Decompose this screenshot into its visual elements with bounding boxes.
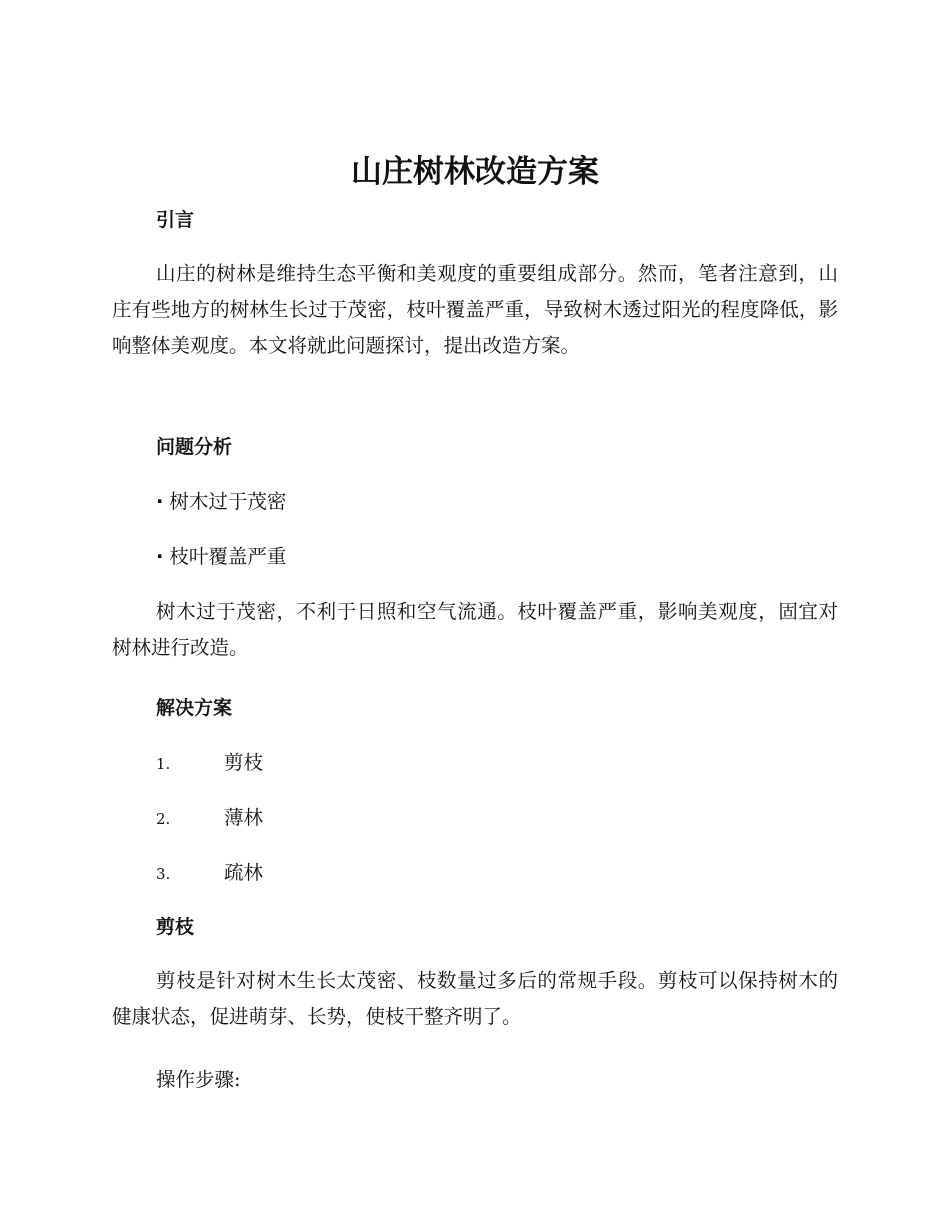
list-label: 剪枝	[224, 751, 264, 774]
problem-paragraph: 树木过于茂密，不利于日照和空气流通。枝叶覆盖严重，影响美观度，固宜对树林进行改造。	[112, 600, 838, 659]
solution-list-item	[156, 804, 263, 833]
bullet-text: 树木过于茂密	[169, 490, 287, 513]
problem-heading: 问题分析	[156, 436, 233, 458]
list-label: 疏林	[224, 861, 264, 884]
intro-heading: 引言	[156, 209, 195, 231]
intro-paragraph: 山庄的树林是维持生态平衡和美观度的重要组成部分。然而，笔者注意到，山庄有些地方的树林生长过于茂密，枝叶覆盖严重，导致树木透过阳光的程度降低，影响整体美观度。本文将就此问题探讨，提出改造方案。	[112, 262, 838, 357]
pruning-heading: 剪枝	[156, 916, 195, 938]
pruning-paragraph: 剪枝是针对树木生长太茂密、枝数量过多后的常规手段。剪枝可以保持树木的健康状态，促进萌芽、长势，使枝干整齐明了。	[112, 969, 838, 1028]
problem-bullet-item	[156, 488, 286, 516]
list-number: 1.	[156, 755, 171, 773]
document-title: 山庄树林改造方案	[351, 154, 599, 190]
list-label: 薄林	[224, 806, 264, 829]
steps-label: 操作步骤:	[156, 1068, 241, 1091]
bullet-text: 枝叶覆盖严重	[169, 545, 287, 568]
list-number: 3.	[156, 865, 171, 883]
solution-list-item	[156, 859, 263, 888]
solution-heading: 解决方案	[156, 697, 233, 719]
bullet-dot: ·	[156, 490, 164, 513]
list-number: 2.	[156, 810, 171, 828]
bullet-dot: ·	[156, 545, 164, 568]
problem-bullet-item	[156, 543, 286, 571]
solution-list-item	[156, 749, 263, 778]
